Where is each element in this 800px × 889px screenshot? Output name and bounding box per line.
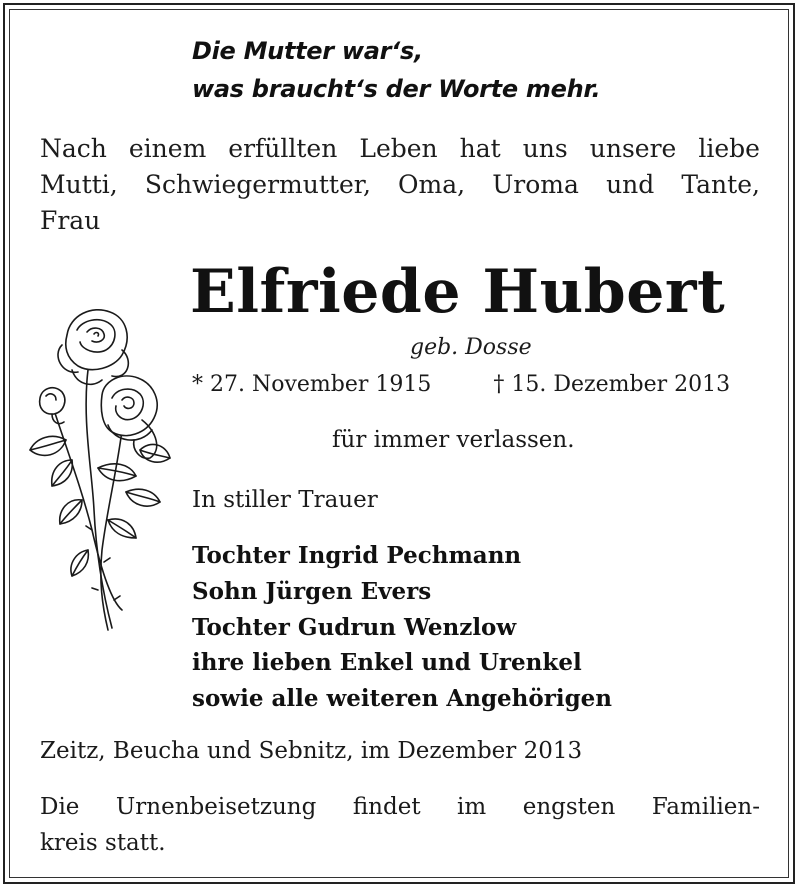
life-dates	[192, 368, 752, 402]
rose-illustration-icon	[22, 300, 172, 635]
intro-line-3: Frau	[40, 206, 101, 235]
mourner: Tochter Ingrid Pechmann	[192, 542, 522, 569]
intro-word: Mutti,	[40, 170, 118, 199]
intro-paragraph	[40, 131, 760, 239]
motto-line-1: Die Mutter war‘s,	[192, 37, 423, 65]
intro-word: einem	[128, 134, 207, 163]
mourners-list	[192, 538, 612, 717]
intro-word: Oma,	[398, 170, 466, 199]
deceased-name: Elfriede Hubert	[190, 257, 726, 327]
intro-word: unsere	[589, 134, 677, 163]
place-date: Zeitz, Beucha und Sebnitz, im Dezember 2013	[40, 738, 583, 764]
intro-word: Schwiegermutter,	[144, 170, 371, 199]
intro-word: hat	[459, 134, 501, 163]
left-us-text: für immer verlassen.	[332, 427, 575, 453]
intro-word: Nach	[40, 134, 107, 163]
intro-word: uns	[522, 134, 568, 163]
burial-word: findet	[352, 794, 421, 820]
mourner: Sohn Jürgen Evers	[192, 577, 432, 605]
mourning-text: In stiller Trauer	[192, 487, 378, 513]
mourner: sowie alle weiteren Angehörigen	[192, 685, 613, 713]
burial-line-2: kreis statt.	[40, 830, 166, 856]
intro-word: erfüllten	[228, 134, 338, 163]
intro-word: Tante,	[681, 170, 760, 199]
intro-line-1	[40, 131, 760, 167]
intro-word: und	[606, 170, 655, 199]
intro-word: Leben	[359, 134, 438, 163]
burial-word: Familien-	[651, 794, 760, 820]
intro-word: liebe	[698, 134, 760, 163]
intro-word: Uroma	[492, 170, 579, 199]
mourner: Tochter Gudrun Wenzlow	[192, 613, 517, 641]
burial-line-1	[40, 789, 760, 825]
burial-word: im	[457, 794, 487, 820]
motto	[192, 32, 600, 108]
birth-date: * 27. November 1915	[192, 372, 432, 397]
burial-word: Urnenbeisetzung	[115, 794, 317, 820]
maiden-name: geb. Dosse	[410, 335, 532, 360]
intro-line-2	[40, 167, 760, 203]
burial-word: Die	[40, 794, 80, 820]
death-date: † 15. Dezember 2013	[493, 372, 731, 397]
motto-line-2: was braucht‘s der Worte mehr.	[192, 75, 601, 103]
burial-word: engsten	[522, 794, 616, 820]
burial-note	[40, 789, 760, 861]
mourner: ihre lieben Enkel und Urenkel	[192, 649, 582, 677]
